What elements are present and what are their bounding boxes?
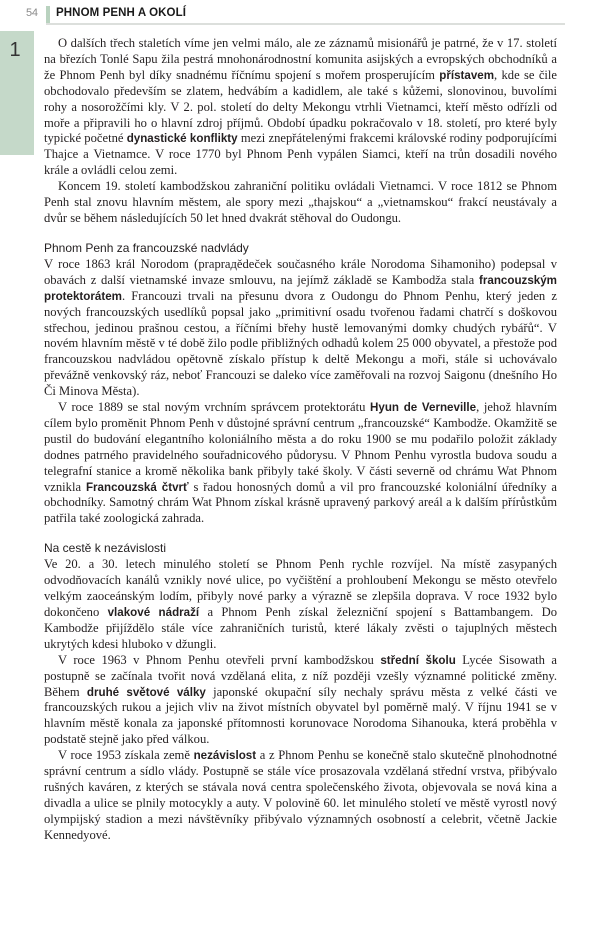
text-run: Lycée Sisowath a postupně se začínala tvořit nová vzdělaná elita, z níž později vzešly významné politické změny. Během bbox=[44, 652, 558, 699]
body-text bbox=[44, 36, 557, 844]
text-run: a Phnom Penh získal železniční spojení s Battambangem. Do Kambodže přijíždělo stále více zahraničních turistů, které lákaly zvěsti o tajuplných městech ukrytých kdesi hluboko v džungli. bbox=[44, 605, 558, 651]
text-run: O dalších třech staletích víme jen velmi málo, ale ze záznamů misionářů je patrné, že v 17. století na březích Tonlé Sapu žila pestrá mnohonárodnostní komunita asijských a evropských obchodníků a že Phnom Penh byl díky snadnému říčnímu spojení s mořem prosperujícím bbox=[44, 36, 557, 82]
paragraph bbox=[44, 36, 557, 179]
running-header bbox=[0, 0, 600, 28]
header-accent-bar bbox=[46, 6, 50, 23]
page-number: 54 bbox=[26, 7, 38, 19]
header-rule bbox=[46, 23, 565, 25]
paragraph bbox=[44, 257, 557, 400]
keyword-highlight: dynastické konflikty bbox=[126, 132, 238, 146]
section-heading: Na cestě k nezávislosti bbox=[44, 541, 167, 556]
text-run: japonské okupační síly nechaly správu města z velké části ve francouzských rukou a jejich vliv na život místních obyvatel byl poměrně malý. V říjnu 1941 se v hlavním městě konala za japonské přítomnosti korunovace Norodoma Sihanouka, která proběhla v podstatě stejně jako před válkou. bbox=[44, 684, 558, 747]
running-title: PHNOM PENH A OKOLÍ bbox=[56, 7, 187, 19]
chapter-tab bbox=[0, 31, 34, 155]
text-run: V roce 1963 v Phnom Penhu otevřeli první kambodžskou bbox=[58, 652, 381, 667]
text-run: V roce 1863 král Norodom (praprадědeček současného krále Norodoma Sihamoniho) podepsal v obavách z další vietnamské invaze smlouvu, na jejímž základě se Kambodža stala bbox=[44, 256, 557, 287]
keyword-highlight: francouzským protektorátem bbox=[44, 273, 557, 303]
text-run: a z Phnom Penhu se konečně stalo skutečně plnohodnotné správní centrum a sídlo vlády. Postupně se stále více prosazovala vzdělaná střední vrstva, přibývalo rušných kaváren, z kterých se stávala nová centra společenského života, objevovala se nová kina a divadla a ulice se plnily motocykly a auty. V polovině 60. let minulého století ve městě vyrostl nový olympijský stadion a mezi návštěvníky přibývalo významných osobností a celebrit, včetně Jackie Kennedyové. bbox=[44, 748, 558, 842]
paragraph bbox=[44, 179, 557, 227]
text-run: , jehož hlavním cílem bylo proměnit Phnom Penh v důstojné správní centrum „francouzské“ Kambodže. Okamžitě se pustil do budování elegantního koloniálního města a do roku 1900 se mu podařilo položit základy dodnes patrného pravidelného souřadnicového půdorysu. V Phnom Penhu vyrostla budova soudu a telegrafní stanice a kromě několika bank přibyly také školy. V části severně od chrámu Wat Phnom vznikla bbox=[44, 400, 557, 494]
chapter-number: 1 bbox=[9, 39, 21, 61]
paragraph bbox=[44, 400, 557, 527]
keyword-highlight: nezávislost bbox=[193, 749, 257, 763]
keyword-highlight: Francouzská čtvrť bbox=[85, 480, 189, 494]
keyword-highlight: přístavem bbox=[439, 68, 495, 82]
paragraph bbox=[44, 557, 557, 652]
text-run: Koncem 19. století kambodžskou zahraniční politiku ovládali Vietnamci. V roce 1812 se Phnom Penh stal znovu hlavním městem, ale spory mezi „thajskou“ a „vietnamskou“ frakcí neustávaly a dvůr se během následujících 50 let hned dvakrát stěhoval do Oudongu. bbox=[44, 179, 557, 225]
text-run: Ve 20. a 30. letech minulého století se Phnom Penh rychle rozvíjel. Na místě zasypaných odvodňovacích kanálů vznikly nové ulice, po vyčištění a prohloubení Mekongu se město otevřelo velkým zaoceánským lodím, přibyly nové parky a výrazně se zlepšila doprava. V roce 1932 bylo dokončeno bbox=[44, 557, 557, 619]
text-run: s řadou honosných domů a vil pro francouzské koloniální úředníky a obchodníky. Samotný chrám Wat Phnom získal krásně upravený parkový areál a k dalším přírůstkům patřila také zoologická zahrada. bbox=[44, 479, 558, 526]
keyword-highlight: Hyun de Verneville bbox=[370, 401, 477, 415]
text-run: mezi znepřátelenými frakcemi královské rodiny podporujícími Thajce a Vietnamce. V roce 1770 byl Phnom Penh vypálen Siamci, kteří na trůn dosadili nového krále a ovládli celou zemi. bbox=[44, 131, 557, 178]
paragraph bbox=[44, 748, 557, 843]
section-heading: Phnom Penh za francouzské nadvlády bbox=[44, 240, 249, 255]
text-run: V roce 1889 se stal novým vrchním správcem protektorátu bbox=[58, 400, 371, 415]
keyword-highlight: druhé světové války bbox=[86, 685, 206, 699]
paragraph bbox=[44, 653, 557, 748]
text-run: V roce 1953 získala země bbox=[58, 748, 194, 763]
text-run: , kde se čile obchodovalo především se zlatem, hedvábím a kadidlem, ale také s kůžemi, slonovinou, buvolími rohy a nosorožčími kly. V 2. pol. století do delty Mekongu vtrhli Vietnamci, kteří město odřízli od moře a připravili ho o hlavní zdroj příjmů. Období úpadku pokračovalo v 18. století, pro které byly typické početné bbox=[44, 67, 558, 146]
keyword-highlight: střední školu bbox=[380, 653, 456, 667]
text-run: . Francouzi trvali na přesunu dvora z Oudongu do Phnom Penhu, který jeden z nových francouzských usedlíků popsal jako „primitivní osadu tvořenou řadami chatrčí s doškovou střechou, jedinou prašnou cestou, a říčními břehy hustě lemovanými domky chudých rybářů“. V novém hlavním městě v té době žilo podle přibližných odhadů kolem 25 000 obyvatel, a přestože pod francouzskou nadvládou opětovně získalo přístup k deltě Mekongu a moři, stále si uchovávalo převážně venkovský ráz, neboť Francouzi se daleko více zaměřovali na rozvoj Saigonu (dnešního Ho Či Minova Města). bbox=[44, 288, 557, 399]
keyword-highlight: vlakové nádraží bbox=[107, 606, 200, 619]
